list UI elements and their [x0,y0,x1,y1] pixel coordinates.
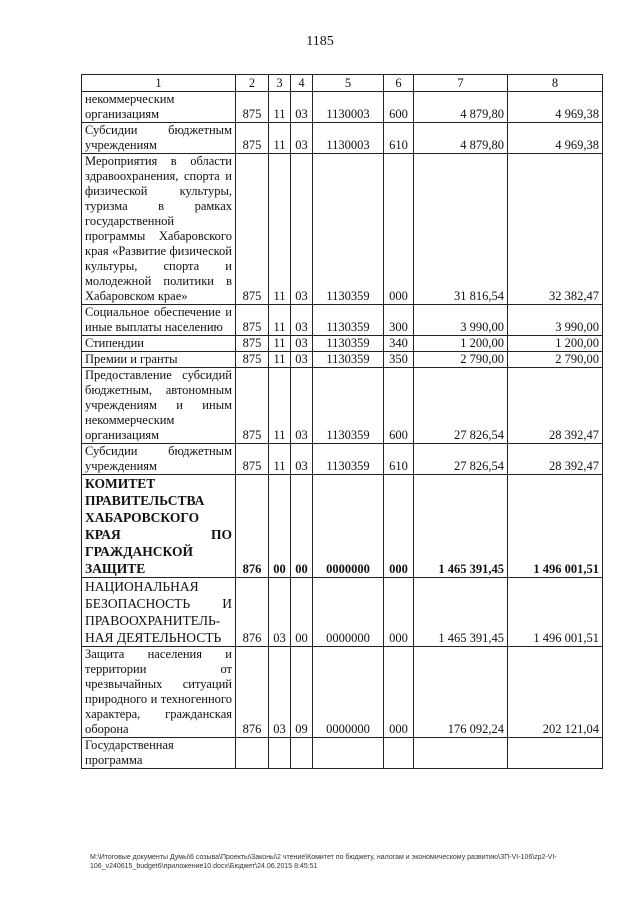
column-header: 2 [236,75,269,92]
cell-expense-type: 300 [384,305,414,336]
cell-section: 11 [269,92,291,123]
cell-expense-type: 610 [384,444,414,475]
cell-amount-1: 27 826,54 [414,368,508,444]
cell-target-code: 0000000 [313,647,384,738]
row-name: Субсидии бюджетным учреждениям [82,444,236,475]
table-row [82,647,603,738]
cell-target-code: 0000000 [313,475,384,578]
cell-subsection: 09 [291,647,313,738]
column-header: 6 [384,75,414,92]
row-name: некоммерческим организациям [82,92,236,123]
table-row [82,475,603,578]
table-row [82,368,603,444]
column-header: 7 [414,75,508,92]
cell-section: 11 [269,368,291,444]
cell-amount-2: 1 496 001,51 [508,475,603,578]
row-name: Защита населения и территории от чрезвычайных ситуаций природного и техногенного характера, гражданская оборона [82,647,236,738]
column-header: 5 [313,75,384,92]
row-name: Мероприятия в области здравоохранения, спорта и физической культуры, туризма в рамках государственной программы Хабаровского края «Развитие физической культуры, спорта и молодежной политики в Хабаровском крае» [82,154,236,305]
cell-amount-2: 28 392,47 [508,444,603,475]
cell-subsection: 00 [291,475,313,578]
cell-amount-1: 1 465 391,45 [414,578,508,647]
cell-target-code: 1130359 [313,444,384,475]
cell-subsection: 00 [291,578,313,647]
cell-expense-type: 610 [384,123,414,154]
cell-subsection: 03 [291,336,313,352]
cell-expense-type: 340 [384,336,414,352]
cell-expense-type: 000 [384,154,414,305]
row-name: Субсидии бюджетным учреждениям [82,123,236,154]
cell-amount-1: 27 826,54 [414,444,508,475]
cell-ministry: 875 [236,123,269,154]
cell-amount-2: 202 121,04 [508,647,603,738]
cell-subsection: 03 [291,444,313,475]
cell-target-code: 1130359 [313,352,384,368]
table-row [82,352,603,368]
cell-amount-2: 1 200,00 [508,336,603,352]
row-name: Предоставление субсидий бюджетным, автономным учреждениям и иным некоммерческим организациям [82,368,236,444]
budget-table [81,74,603,769]
row-name: Стипендии [82,336,236,352]
cell-section: 11 [269,123,291,154]
cell-subsection: 03 [291,123,313,154]
row-name: Социальное обеспечение и иные выплаты населению [82,305,236,336]
cell-ministry: 875 [236,368,269,444]
cell-expense-type: 600 [384,368,414,444]
cell-amount-1: 2 790,00 [414,352,508,368]
table-header-row [82,75,603,92]
cell-ministry: 875 [236,336,269,352]
cell-amount-2: 1 496 001,51 [508,578,603,647]
cell-amount-1: 176 092,24 [414,647,508,738]
cell-section: 11 [269,305,291,336]
column-header: 8 [508,75,603,92]
cell-subsection: 03 [291,352,313,368]
row-name: НАЦИОНАЛЬНАЯ БЕЗОПАСНОСТЬ И ПРАВООХРАНИТЕЛЬ-НАЯ ДЕЯТЕЛЬНОСТЬ [82,578,236,647]
cell-amount-2: 3 990,00 [508,305,603,336]
cell-section: 03 [269,578,291,647]
cell-expense-type: 000 [384,475,414,578]
table-row [82,92,603,123]
cell-target-code: 1130359 [313,305,384,336]
cell-ministry: 876 [236,578,269,647]
cell-ministry: 876 [236,475,269,578]
cell-ministry: 875 [236,352,269,368]
cell-ministry: 875 [236,444,269,475]
cell-section [269,738,291,769]
cell-section: 11 [269,352,291,368]
row-name: Премии и гранты [82,352,236,368]
cell-subsection [291,738,313,769]
column-header: 3 [269,75,291,92]
table-row [82,578,603,647]
cell-expense-type: 000 [384,647,414,738]
cell-expense-type: 600 [384,92,414,123]
cell-target-code: 1130359 [313,336,384,352]
cell-subsection: 03 [291,92,313,123]
cell-amount-2: 28 392,47 [508,368,603,444]
cell-amount-2: 4 969,38 [508,123,603,154]
cell-section: 11 [269,154,291,305]
cell-amount-2: 4 969,38 [508,92,603,123]
table-row [82,154,603,305]
cell-amount-2 [508,738,603,769]
cell-target-code: 0000000 [313,578,384,647]
cell-subsection: 03 [291,368,313,444]
footer-line: 106_v240615_budget6\приложение10.docx\Бюджет\24.06.2015 8:45:51 [90,863,318,870]
cell-amount-1: 1 465 391,45 [414,475,508,578]
cell-ministry: 875 [236,154,269,305]
cell-ministry: 875 [236,305,269,336]
cell-amount-1: 1 200,00 [414,336,508,352]
cell-amount-1: 31 816,54 [414,154,508,305]
table-row [82,738,603,769]
cell-target-code: 1130003 [313,92,384,123]
cell-expense-type [384,738,414,769]
table-row [82,336,603,352]
cell-expense-type: 000 [384,578,414,647]
cell-target-code [313,738,384,769]
cell-section: 11 [269,444,291,475]
footer-line: M:\Итоговые документы Думы\6 созыва\Проекты\Законы\2 чтение\Комитет по бюджету, налогам и экономическому развитию\ЗП-VI-106\zp2-VI- [90,854,557,861]
cell-subsection: 03 [291,305,313,336]
cell-section: 11 [269,336,291,352]
cell-section: 00 [269,475,291,578]
cell-amount-2: 32 382,47 [508,154,603,305]
cell-ministry: 875 [236,92,269,123]
table-row [82,305,603,336]
cell-subsection: 03 [291,154,313,305]
cell-amount-1: 4 879,80 [414,123,508,154]
cell-target-code: 1130359 [313,368,384,444]
cell-amount-1 [414,738,508,769]
cell-amount-2: 2 790,00 [508,352,603,368]
row-name: КОМИТЕТ ПРАВИТЕЛЬСТВА ХАБАРОВСКОГО КРАЯ ПО ГРАЖДАНСКОЙ ЗАЩИТЕ [82,475,236,578]
column-header: 4 [291,75,313,92]
cell-target-code: 1130003 [313,123,384,154]
table-row [82,123,603,154]
page-number: 1185 [306,34,334,49]
cell-amount-1: 4 879,80 [414,92,508,123]
cell-target-code: 1130359 [313,154,384,305]
table-row [82,444,603,475]
column-header: 1 [82,75,236,92]
cell-expense-type: 350 [384,352,414,368]
cell-ministry: 876 [236,647,269,738]
cell-ministry [236,738,269,769]
cell-section: 03 [269,647,291,738]
row-name: Государственная программа [82,738,236,769]
file-path-footer [90,853,610,871]
cell-amount-1: 3 990,00 [414,305,508,336]
